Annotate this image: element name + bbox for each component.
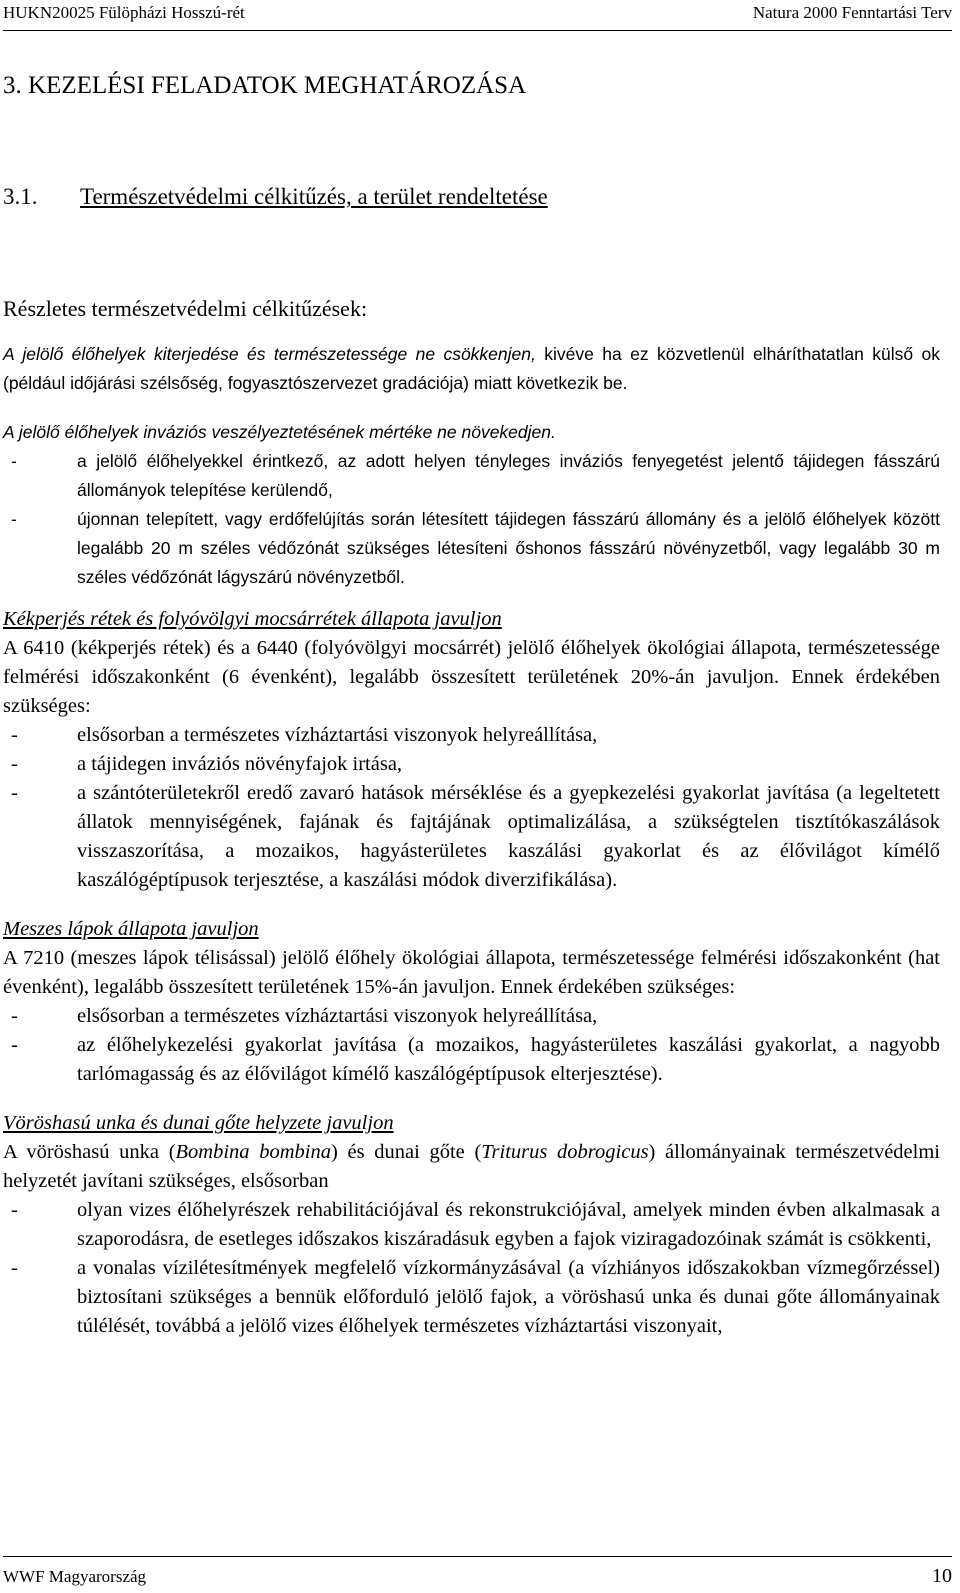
goal-title-meadows: Kékperjés rétek és folyóvölgyi mocsárrétek állapota javuljon xyxy=(3,608,502,630)
species-name: Triturus dobrogicus xyxy=(481,1141,649,1163)
list-item: - az élőhelykezelési gyakorlat javítása (a mozaikos, hagyásterületes kaszálási gyakorlat, a nagyobb tarlómagasság és az élővilágot kímélő kaszálógéptípusok elterjesztése). xyxy=(11,1034,940,1085)
page-header xyxy=(3,0,952,31)
goal-invasion: A jelölő élőhelyek inváziós veszélyeztetésének mértéke ne növekedjen. xyxy=(3,422,556,442)
goal-extent: A jelölő élőhelyek kiterjedése és természetessége ne csökkenjen, xyxy=(3,344,536,364)
list-item: - a jelölő élőhelyekkel érintkező, az adott helyen tényleges inváziós fenyegetést jelentő tájidegen fásszárú állományok telepítése kerülendő, xyxy=(11,451,940,500)
section-heading xyxy=(3,184,548,210)
list-item: - olyan vizes élőhelyrészek rehabilitációjával és rekonstrukciójával, amelyek minden évben alkalmasak a szaporodásra, de esetleges időszakos kiszáradásuk egyben a fajok viziragadozóinak számát is csökkenti, xyxy=(11,1199,940,1250)
goal-text-fens: A 7210 (meszes lápok télisással) jelölő élőhely ökológiai állapota, természetessége felmérési időszakonként (hat évenként), legalább összesített területének 15%-án javuljon. Ennek érdekében szükséges: xyxy=(3,947,940,998)
page-number: 10 xyxy=(932,1565,952,1587)
list-item: - a vonalas vízilétesítmények megfelelő vízkormányzásával (a vízhiányos időszakokban vízmegőrzéssel) biztosítani szükséges a bennük előforduló jelölő fajok, a vöröshasú unka és dunai gőte állományainak túlélését, továbbá a jelölő vizes élőhelyek természetes vízháztartási viszonyait, xyxy=(11,1257,940,1337)
goal-title-amphibians: Vöröshasú unka és dunai gőte helyzete javuljon xyxy=(3,1112,394,1134)
list-item: - a tájidegen inváziós növényfajok irtása, xyxy=(11,753,403,775)
section-number: 3.1. xyxy=(3,184,38,209)
species-name: Bombina bombina xyxy=(175,1141,331,1163)
subsection-heading: Részletes természetvédelmi célkitűzések: xyxy=(3,296,368,321)
list-item: - a szántóterületekről eredő zavaró hatások mérséklése és a gyepkezelési gyakorlat javítása (a legeltetett állatok mennyiségének, fajának és fajtájának optimalizálása, a szükségtelen tisztítókaszálások visszaszorítása, a mozaikos, hagyásterületes kaszálási gyakorlat és az élővilágot kímélő kaszálógéptípusok terjesztése, a kaszálási módok diverzifikálása). xyxy=(11,782,940,891)
goal-paragraph-extent xyxy=(3,340,940,398)
page-footer xyxy=(3,1556,952,1591)
header-right: Natura 2000 Fenntartási Terv xyxy=(752,3,952,22)
goal-text-meadows: A 6410 (kékperjés rétek) és a 6440 (folyóvölgyi mocsárrét) jelölő élőhelyek ökológiai állapota, természetessége felmérési időszakonként (6 évenként), legalább összesített területének 20%-án javuljon. Ennek érdekében szükséges: xyxy=(3,637,940,717)
list-item: - elsősorban a természetes vízháztartási viszonyok helyreállítása, xyxy=(11,1005,598,1027)
footer-organization: WWF Magyarország xyxy=(3,1567,147,1586)
goal-extent-rest: kivéve ha ez közvetlenül elháríthatatlan külső ok (például időjárási szélsőség, fogyasztószervezet gradációja) miatt következik be. xyxy=(3,344,940,393)
list-item: - újonnan telepített, vagy erdőfelújítás során létesített tájidegen fásszárú állomány és a jelölő élőhelyek között legalább 20 m széles védőzónát szükséges létesíteni őshonos fásszárú növényzetből, vagy legalább 30 m széles védőzónát lágyszárú növényzetből. xyxy=(11,509,940,587)
goal-title-fens: Meszes lápok állapota javuljon xyxy=(3,918,259,940)
goal-text-amphibians: A vöröshasú unka (Bombina bombina) és dunai gőte (Triturus dobrogicus) állományainak természetvédelmi helyzetét javítani szükséges, elsősorban xyxy=(3,1141,940,1192)
chapter-heading: 3. KEZELÉSI FELADATOK MEGHATÁROZÁSA xyxy=(3,72,527,99)
document-body xyxy=(3,340,940,1341)
list-item: - elsősorban a természetes vízháztartási viszonyok helyreállítása, xyxy=(11,724,598,746)
header-left: HUKN20025 Fülöpházi Hosszú-rét xyxy=(3,3,245,22)
section-title: Természetvédelmi célkitűzés, a terület rendeltetése xyxy=(80,184,548,209)
